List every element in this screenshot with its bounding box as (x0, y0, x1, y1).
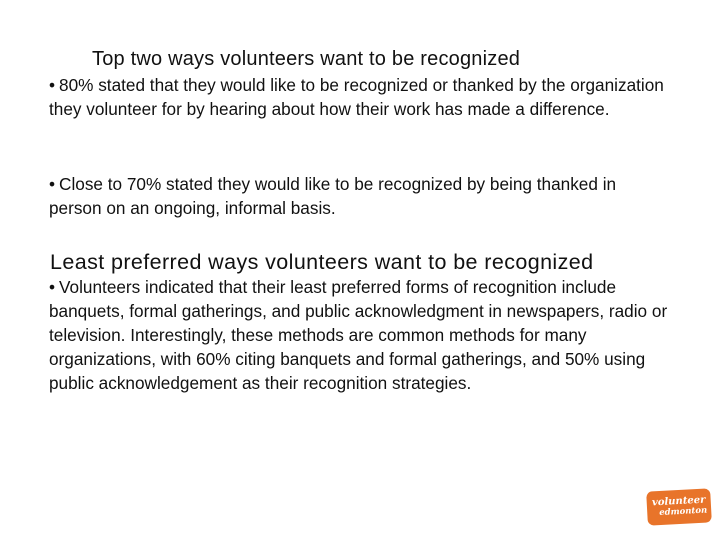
logo-text-volunteer: volunteer (651, 494, 706, 509)
bullet-point-1 (49, 73, 669, 121)
logo-text-edmonton: edmonton (659, 505, 708, 519)
volunteer-edmonton-logo (646, 488, 712, 525)
bullet-icon: • (49, 174, 56, 194)
bullet-point-2 (49, 172, 649, 220)
bullet-point-2-text: Close to 70% stated they would like to be recognized by being thanked in person on an ongoing, informal basis. (49, 174, 617, 218)
top-heading: Top two ways volunteers want to be recognized (92, 48, 521, 70)
bullet-point-3-text: Volunteers indicated that their least preferred forms of recognition include banquets, formal gatherings, and public acknowledgment in newspapers, radio or television. Interestingly, these methods are common methods for many organizations, with 60% citing banquets and formal gatherings, and 50% using public acknowledgement as their recognition strategies. (49, 277, 668, 393)
bullet-icon: • (49, 75, 56, 95)
bullet-point-1-text: 80% stated that they would like to be recognized or thanked by the organization they volunteer for by hearing about how their work has made a difference. (49, 75, 664, 119)
bullet-point-3 (49, 275, 669, 395)
bullet-icon: • (49, 277, 56, 297)
least-preferred-heading: Least preferred ways volunteers want to be recognized (50, 250, 594, 274)
